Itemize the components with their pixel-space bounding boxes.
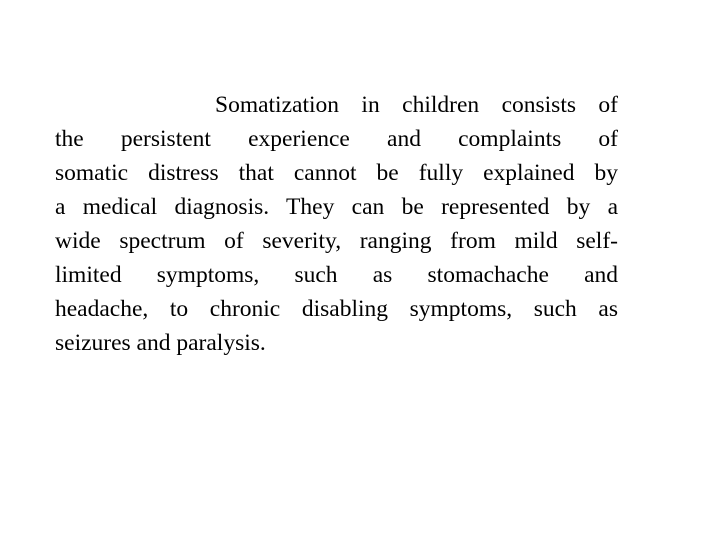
paragraph-line-7: headache, to chronic disabling symptoms, such as (55, 296, 618, 322)
paragraph-line-4: a medical diagnosis. They can be represented by a (55, 194, 618, 220)
paragraph-line-6: limited symptoms, such as stomachache and (55, 262, 618, 288)
paragraph-line-2: the persistent experience and complaints of (55, 126, 618, 152)
paragraph-line-1: Somatization in children consists of (215, 92, 618, 118)
paragraph-line-3: somatic distress that cannot be fully explained by (55, 160, 618, 186)
paragraph-line-5: wide spectrum of severity, ranging from mild self- (55, 228, 618, 254)
paragraph-line-8: seizures and paralysis. (55, 330, 266, 356)
body-paragraph (55, 88, 618, 360)
